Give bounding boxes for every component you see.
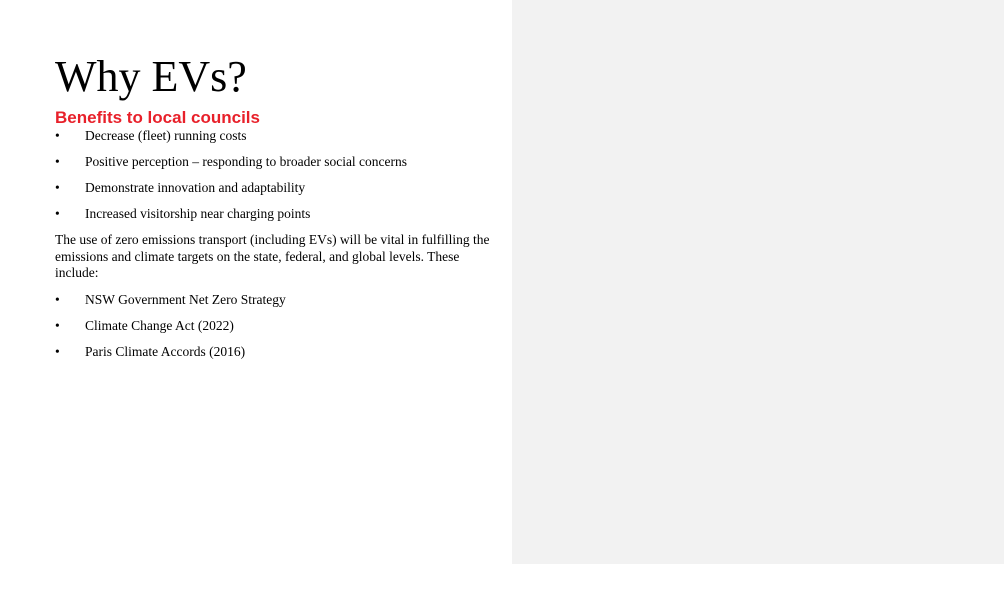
list-item-text: Climate Change Act (2022) xyxy=(85,317,234,333)
bullet-icon: • xyxy=(55,317,60,333)
bullet-icon: • xyxy=(55,206,60,221)
bullet-icon: • xyxy=(55,128,60,143)
slide-content xyxy=(55,52,500,370)
list-item-text: Positive perception – responding to broader social concerns xyxy=(85,154,408,169)
bullet-icon: • xyxy=(55,343,60,359)
list-item-text: NSW Government Net Zero Strategy xyxy=(85,291,286,307)
bullet-icon: • xyxy=(55,154,60,169)
benefits-list xyxy=(55,128,500,222)
list-item xyxy=(55,180,500,196)
list-item-text: Demonstrate innovation and adaptability xyxy=(85,180,306,195)
list-item xyxy=(55,344,500,360)
list-item-text: Increased visitorship near charging points xyxy=(85,206,311,221)
body-paragraph: The use of zero emissions transport (including EVs) will be vital in fulfilling the emissions and climate targets on the state, federal, and global levels. These include: xyxy=(55,232,490,280)
bullet-icon: • xyxy=(55,180,60,195)
list-item xyxy=(55,318,500,334)
list-item xyxy=(55,292,500,308)
list-item xyxy=(55,206,500,222)
list-item-text: Paris Climate Accords (2016) xyxy=(85,343,246,359)
list-item xyxy=(55,154,500,170)
list-item-text: Decrease (fleet) running costs xyxy=(85,128,247,143)
slide-title: Why EVs? xyxy=(55,52,247,101)
slide-subtitle: Benefits to local councils xyxy=(55,108,260,127)
bullet-icon: • xyxy=(55,291,60,307)
image-placeholder-panel xyxy=(512,0,1004,564)
list-item xyxy=(55,128,500,144)
targets-list xyxy=(55,292,500,360)
